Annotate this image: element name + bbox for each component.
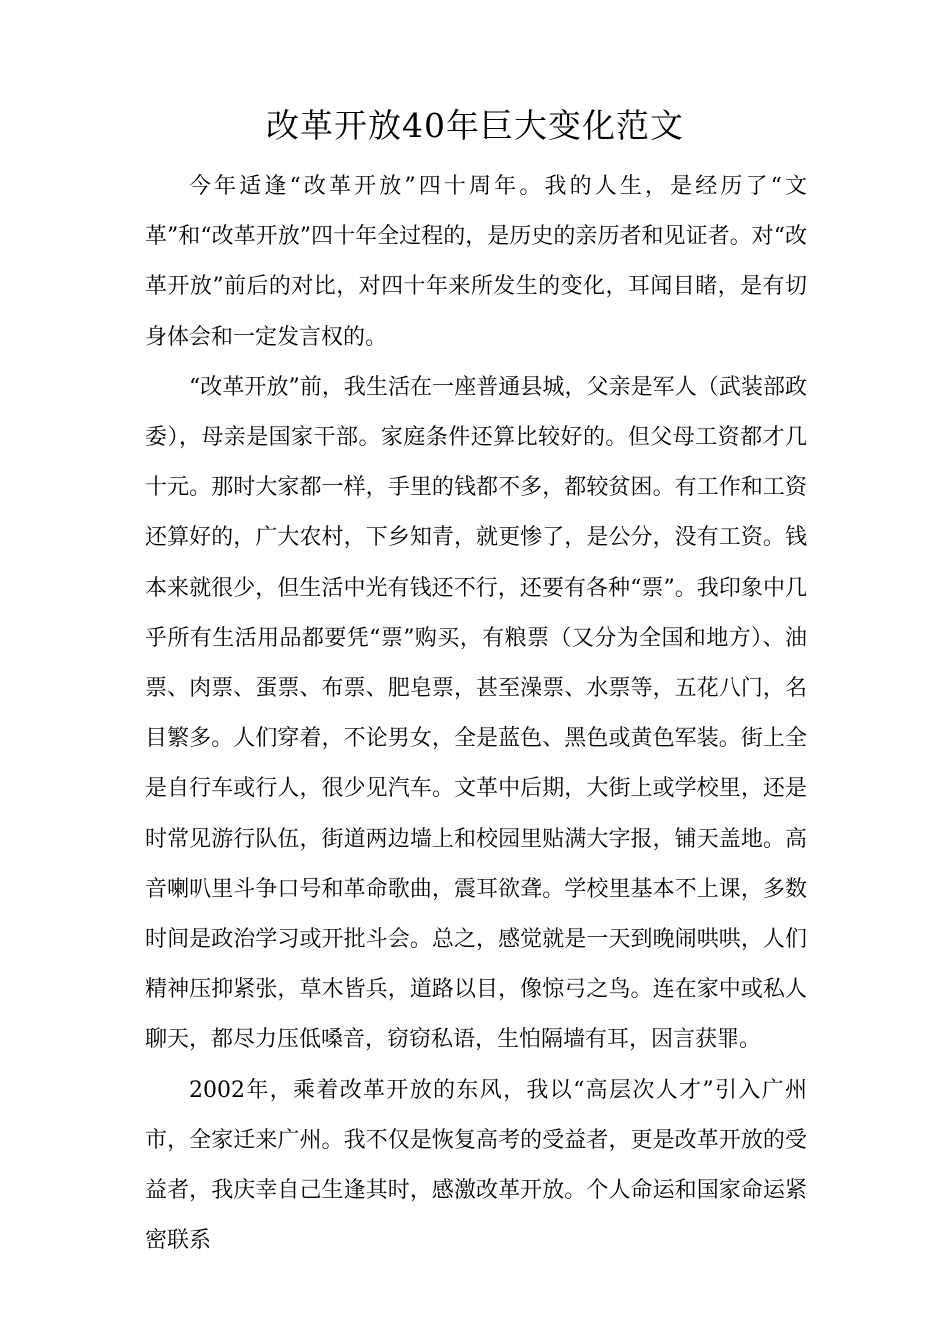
document-title: 改革开放40年巨大变化范文 — [266, 106, 684, 145]
paragraph-before-reform: “改革开放”前，我生活在一座普通县城，父亲是军人（武装部政委），母亲是国家干部。家庭条件还算比较好的。但父母工资都才几十元。那时大家都一样，手里的钱都不多，都较贫困。有工作和工资还算好的，广大农村，下乡知青，就更惨了，是公分，没有工资。钱本来就很少，但生活中光有钱还不行，还要有各种“票”。我印象中几乎所有生活用品都要凭“票”购买，有粮票（又分为全国和地方）、油票、肉票、蛋票、布票、肥皂票，甚至澡票、水票等，五花八门，名目繁多。人们穿着，不论男女，全是蓝色、黑色或黄色军装。街上全是自行车或行人，很少见汽车。文革中后期，大街上或学校里，还是时常见游行队伍，街道两边墙上和校园里贴满大字报，铺天盖地。高音喇叭里斗争口号和革命歌曲，震耳欲聋。学校里基本不上课，多数时间是政治学习或开批斗会。总之，感觉就是一天到晚闹哄哄，人们精神压抑紧张，草木皆兵，道路以目，像惊弓之鸟。连在家中或私人聊天，都尽力压低嗓音，窃窃私语，生怕隔墙有耳，因言获罪。 — [145, 374, 807, 1053]
paragraph-2002: 2002年，乘着改革开放的东风，我以“高层次人才”引入广州市，全家迁来广州。我不仅是恢复高考的受益者，更是改革开放的受益者，我庆幸自己生逢其时，感激改革开放。个人命运和国家命运紧密联系 — [145, 1077, 807, 1254]
document-body — [145, 162, 807, 1266]
paragraph-intro: 今年适逢“改革开放”四十周年。我的人生，是经历了“文革”和“改革开放”四十年全过程的，是历史的亲历者和见证者。对“改革开放”前后的对比，对四十年来所发生的变化，耳闻目睹，是有切身体会和一定发言权的。 — [145, 174, 807, 350]
